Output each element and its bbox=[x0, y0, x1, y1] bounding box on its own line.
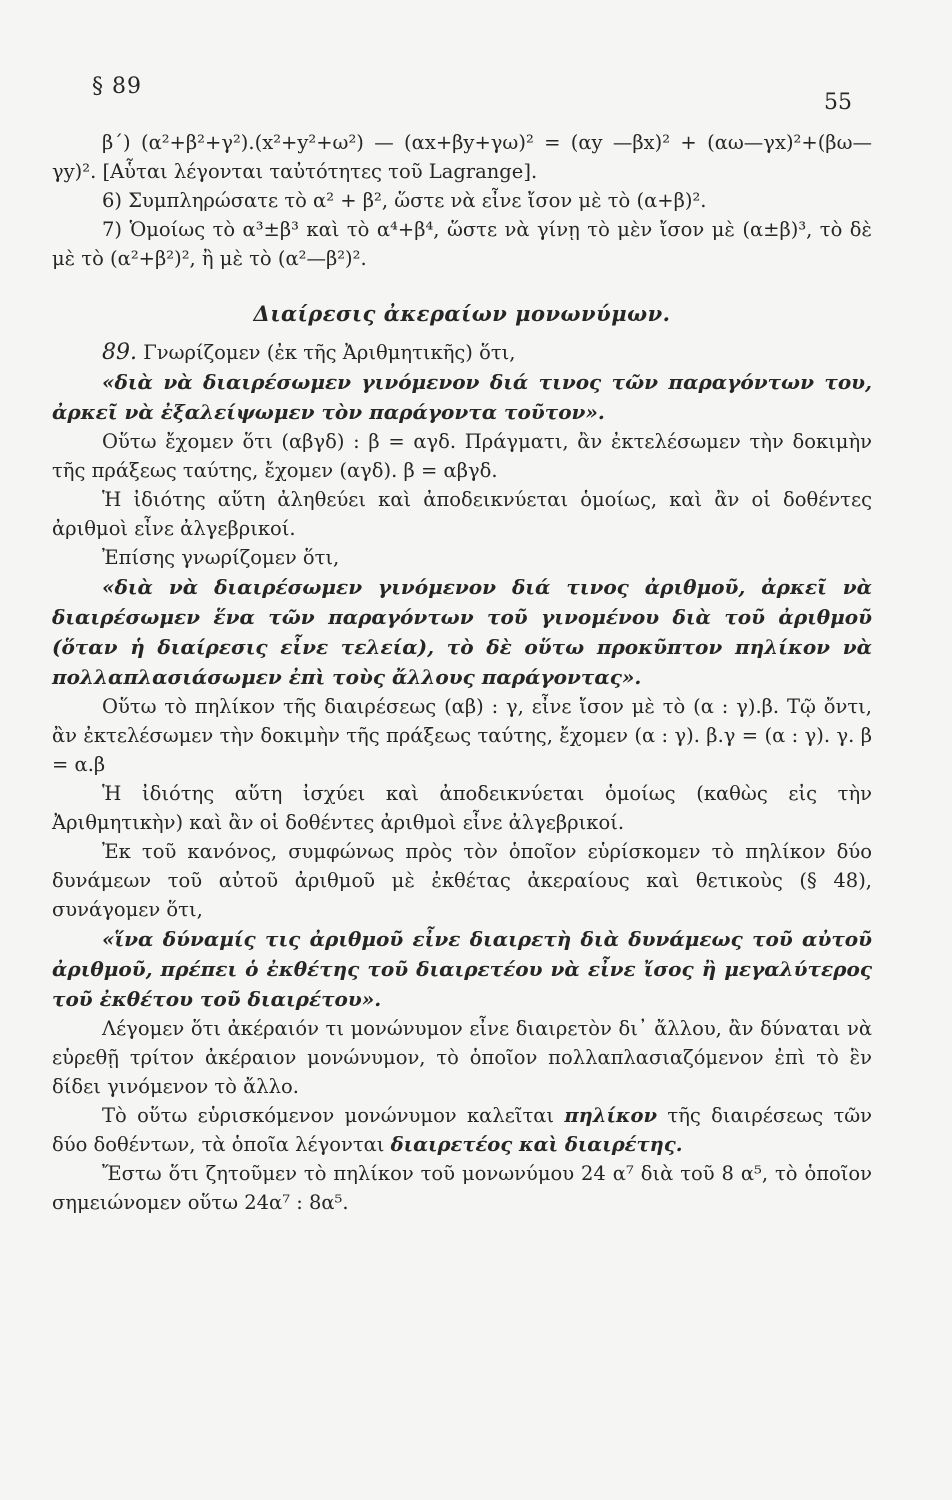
exercise-beta: β΄) (α²+β²+γ²).(x²+y²+ω²) — (αx+βy+γω)² = (αy —βx)² + (αω—γx)²+(βω—γy)². [Αὗται λέγονται ταὐτότητες τοῦ Lagrange]. bbox=[52, 131, 872, 183]
paragraph-6: Ἐκ τοῦ κανόνος, συμφώνως πρὸς τὸν ὁποῖον εὑρίσκομεν τὸ πηλίκον δύο δυνάμεων τοῦ αὐτοῦ ἀριθμοῦ μὲ ἐκθέτας ἀκεραίους καὶ θετικοὺς (§ 48), συνάγομεν ὅτι, bbox=[52, 840, 872, 921]
intro-text: Γνωρίζομεν (ἐκ τῆς Ἀριθμητικῆς) ὅτι, bbox=[143, 341, 516, 364]
page-number: 55 bbox=[824, 90, 852, 115]
paragraph-number: 89. bbox=[102, 340, 137, 365]
exercise-7: 7) Ὁμοίως τὸ α³±β³ καὶ τὸ α⁴+β⁴, ὥστε νὰ γίνῃ τὸ μὲν ἴσον μὲ (α±β)³, τὸ δὲ μὲ τὸ (α²+β²)², ἢ μὲ τὸ (α²—β²)². bbox=[52, 218, 872, 270]
section-mark: § 89 bbox=[92, 74, 142, 99]
term-quotient: πηλίκον bbox=[564, 1104, 658, 1127]
p8-text-a: Τὸ οὕτω εὑρισκόμενον μονώνυμον καλεῖται bbox=[102, 1104, 565, 1127]
section-heading: Διαίρεσις ἀκεραίων μονωνύμων. bbox=[253, 301, 671, 326]
paragraph-7: Λέγομεν ὅτι ἀκέραιόν τι μονώνυμον εἶνε διαιρετὸν δι᾽ ἄλλου, ἂν δύναται νὰ εὑρεθῇ τρίτον ἀκέραιον μονώνυμον, τὸ ὁποῖον πολλαπλασιαζόμενον ἐπὶ τὸ ἓν δίδει γινόμενον τὸ ἄλλο. bbox=[52, 1017, 872, 1098]
rule-3: «ἵνα δύναμίς τις ἀριθμοῦ εἶνε διαιρετὴ διὰ δυνάμεως τοῦ αὐτοῦ ἀριθμοῦ, πρέπει ὁ ἐκθέτης τοῦ διαιρετέου νὰ εἶνε ἴσος ἢ μεγαλύτερος τοῦ ἐκθέτου τοῦ διαιρέτου». bbox=[52, 927, 872, 1011]
paragraph-9: Ἔστω ὅτι ζητοῦμεν τὸ πηλίκον τοῦ μονωνύμου 24 α⁷ διὰ τοῦ 8 α⁵, τὸ ὁποῖον σημειώνομεν οὕτω 24α⁷ : 8α⁵. bbox=[52, 1162, 872, 1214]
paragraph-5: Ἡ ἰδιότης αὕτη ἰσχύει καὶ ἀποδεικνύεται ὁμοίως (καθὼς εἰς τὴν Ἀριθμητικὴν) καὶ ἂν οἱ δοθέντες ἀριθμοὶ εἶνε ἀλγεβρικοί. bbox=[52, 782, 872, 834]
page-body bbox=[52, 128, 872, 1217]
rule-1: «διὰ νὰ διαιρέσωμεν γινόμενον διά τινος τῶν παραγόντων του, ἀρκεῖ νὰ ἐξαλείψωμεν τὸν παράγοντα τοῦτον». bbox=[52, 370, 872, 424]
exercise-6: 6) Συμπληρώσατε τὸ α² + β², ὥστε νὰ εἶνε ἴσον μὲ τὸ (α+β)². bbox=[102, 189, 707, 212]
paragraph-89-intro bbox=[52, 338, 872, 367]
rule-2: «διὰ νὰ διαιρέσωμεν γινόμενον διά τινος ἀριθμοῦ, ἀρκεῖ νὰ διαιρέσωμεν ἕνα τῶν παραγόντων τοῦ γινομένου διὰ τοῦ ἀριθμοῦ (ὅταν ἡ διαίρεσις εἶνε τελεία), τὸ δὲ οὕτω προκῦπτον πηλίκον νὰ πολλαπλασιάσωμεν ἐπὶ τοὺς ἄλλους παράγοντας». bbox=[52, 575, 872, 689]
paragraph-4: Οὕτω τὸ πηλίκον τῆς διαιρέσεως (αβ) : γ, εἶνε ἴσον μὲ τὸ (α : γ).β. Τῷ ὄντι, ἂν ἐκτελέσωμεν τὴν δοκιμὴν τῆς πράξεως ταύτης, ἔχομεν (α : γ). β.γ = (α : γ). γ. β = α.β bbox=[52, 695, 872, 776]
term-dividend-divisor: διαιρετέος καὶ διαιρέτης. bbox=[390, 1133, 683, 1156]
paragraph-8 bbox=[52, 1101, 872, 1159]
paragraph-2: Ἡ ἰδιότης αὕτη ἀληθεύει καὶ ἀποδεικνύεται ὁμοίως, καὶ ἂν οἱ δοθέντες ἀριθμοὶ εἶνε ἀλγεβρικοί. bbox=[52, 488, 872, 540]
page-header bbox=[92, 74, 852, 122]
paragraph-3: Ἐπίσης γνωρίζομεν ὅτι, bbox=[102, 546, 340, 569]
p8-text-b: τῆς διαιρέσεως τῶν δύο δοθέντων, τὰ ὁποῖα λέγονται bbox=[52, 1104, 872, 1156]
paragraph-1: Οὕτω ἔχομεν ὅτι (αβγδ) : β = αγδ. Πράγματι, ἂν ἐκτελέσωμεν τὴν δοκιμὴν τῆς πράξεως ταύτης, ἔχομεν (αγδ). β = αβγδ. bbox=[52, 430, 872, 482]
